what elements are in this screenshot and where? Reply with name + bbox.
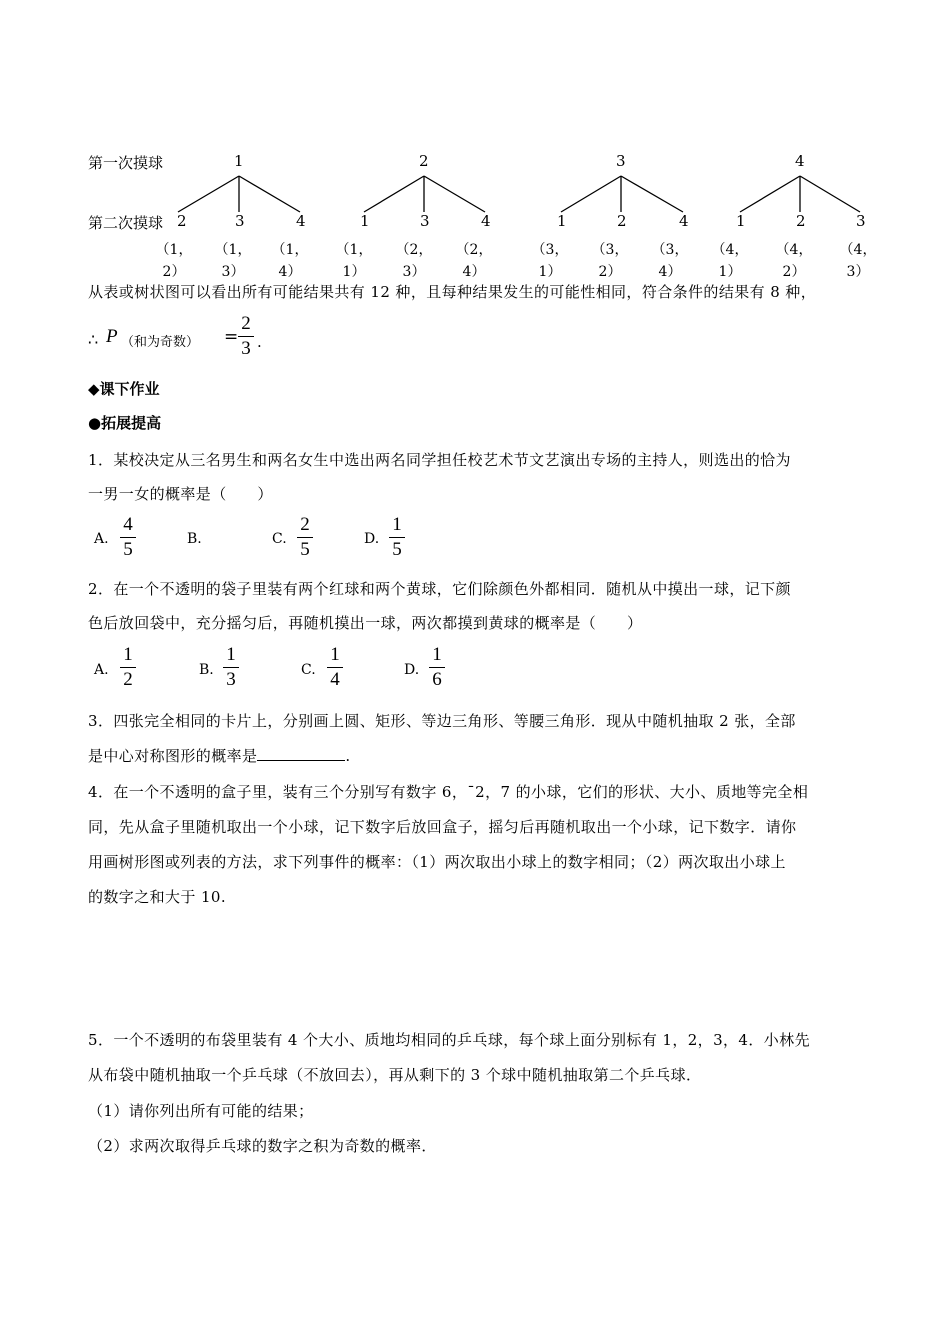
answer-blank[interactable] bbox=[257, 746, 345, 761]
period: . bbox=[257, 333, 262, 351]
q1-line1: 1．某校决定从三名男生和两名女生中选出两名同学担任校艺术节文艺演出专场的主持人，则选出的恰为 bbox=[88, 451, 791, 469]
q2-option-d-label: D. bbox=[404, 662, 420, 678]
q2-option-d-fraction: 1 6 bbox=[429, 644, 445, 691]
tree-child: 4 bbox=[481, 212, 491, 230]
probability-condition: （和为奇数） bbox=[121, 335, 200, 350]
q1-line2: 一男一女的概率是（ ） bbox=[88, 485, 273, 503]
therefore-symbol: ∴ bbox=[88, 330, 99, 349]
homework-heading: ◆课下作业 bbox=[88, 380, 160, 398]
tree-root: 1 bbox=[234, 152, 244, 170]
tree-branch bbox=[424, 176, 485, 212]
tree-branch bbox=[364, 176, 424, 212]
q4-line2: 同，先从盒子里随机取出一个小球，记下数字后放回盒子，摇匀后再随机取出一个小球，记下数字．请你 bbox=[88, 818, 797, 836]
q2-line1: 2．在一个不透明的袋子里装有两个红球和两个黄球，它们除颜色外都相同．随机从中摸出一球，记下颜 bbox=[88, 580, 791, 598]
extension-heading: ●拓展提高 bbox=[88, 414, 162, 432]
q5-sub2: （2）求两次取得乒乓球的数字之积为奇数的概率． bbox=[88, 1137, 437, 1155]
tree-root: 3 bbox=[616, 152, 626, 170]
tree-row1-label: 第一次摸球 bbox=[88, 154, 164, 172]
outcome-pair: （1， 4） bbox=[271, 242, 309, 280]
outcome-pair: （1， 3） bbox=[214, 242, 252, 280]
q2-option-b-label: B. bbox=[199, 662, 214, 678]
q2-option-c-label: C. bbox=[301, 662, 316, 678]
q2-line2: 色后放回袋中，充分摇匀后，再随机摸出一球，两次都摸到黄球的概率是（ ） bbox=[88, 614, 643, 632]
outcome-pair: （3， 2） bbox=[591, 242, 629, 280]
q3-line1: 3．四张完全相同的卡片上，分别画上圆、矩形、等边三角形、等腰三角形．现从中随机抽取 2 张，全部 bbox=[88, 712, 796, 730]
outcome-pair: （1， 1） bbox=[335, 242, 373, 280]
q1-option-d-fraction: 1 5 bbox=[389, 514, 405, 561]
tree-child: 2 bbox=[177, 212, 187, 230]
tree-child: 1 bbox=[557, 212, 567, 230]
q1-option-a-fraction: 4 5 bbox=[120, 514, 136, 561]
outcome-pair: （3， 4） bbox=[651, 242, 689, 280]
tree-child: 3 bbox=[235, 212, 245, 230]
q1-option-a-label: A. bbox=[94, 531, 109, 547]
outcome-pair: （4， 2） bbox=[775, 242, 813, 280]
tree-child: 3 bbox=[856, 212, 866, 230]
conclusion-text: 从表或树状图可以看出所有可能结果共有 12 种，且每种结果发生的可能性相同，符合条件的结果有 8 种， bbox=[88, 283, 817, 301]
tree-root: 2 bbox=[419, 152, 429, 170]
q3-line2: 是中心对称图形的概率是 . bbox=[88, 747, 351, 765]
outcome-pair: （1， 2） bbox=[155, 242, 193, 280]
tree-branch bbox=[740, 176, 800, 212]
tree-row2-label: 第二次摸球 bbox=[88, 214, 164, 232]
tree-child: 1 bbox=[736, 212, 746, 230]
tree-child: 2 bbox=[617, 212, 627, 230]
q5-line1: 5．一个不透明的布袋里装有 4 个大小、质地均相同的乒乓球，每个球上面分别标有 1，2，3，4．小林先 bbox=[88, 1031, 810, 1049]
q2-option-a-fraction: 1 2 bbox=[120, 644, 136, 691]
outcome-pair: （4， 1） bbox=[711, 242, 749, 280]
outcome-pair: （2， 3） bbox=[395, 242, 433, 280]
tree-branch bbox=[178, 176, 239, 212]
q4-line1: 4．在一个不透明的盒子里，装有三个分别写有数字 6，¯2，7 的小球，它们的形状、大小、质地等完全相 bbox=[88, 783, 809, 801]
outcome-pair: （4， 3） bbox=[839, 242, 877, 280]
q4-line4: 的数字之和大于 10. bbox=[88, 888, 227, 906]
outcome-pair: （3， 1） bbox=[531, 242, 569, 280]
q5-line2: 从布袋中随机抽取一个乒乓球（不放回去），再从剩下的 3 个球中随机抽取第二个乒乓球． bbox=[88, 1066, 702, 1084]
tree-branch bbox=[800, 176, 860, 212]
q4-line3: 用画树形图或列表的方法，求下列事件的概率：（1）两次取出小球上的数字相同；（2）两次取出小球上 bbox=[88, 853, 786, 871]
tree-child: 1 bbox=[360, 212, 370, 230]
q1-option-c-fraction: 2 5 bbox=[297, 514, 313, 561]
tree-child: 4 bbox=[296, 212, 306, 230]
q1-option-b-label: B. bbox=[187, 531, 202, 547]
tree-branch bbox=[561, 176, 621, 212]
outcome-pair: （2， 4） bbox=[455, 242, 493, 280]
q1-option-d-label: D. bbox=[364, 531, 380, 547]
q2-option-b-fraction: 1 3 bbox=[223, 644, 239, 691]
answer-fraction: 2 3 bbox=[238, 313, 254, 360]
tree-root: 4 bbox=[795, 152, 805, 170]
equals-sign: = bbox=[224, 327, 239, 347]
q2-option-c-fraction: 1 4 bbox=[327, 644, 343, 691]
tree-child: 3 bbox=[420, 212, 430, 230]
probability-symbol: P bbox=[106, 326, 118, 347]
tree-branch bbox=[621, 176, 683, 212]
tree-branch bbox=[239, 176, 300, 212]
q1-option-c-label: C. bbox=[272, 531, 287, 547]
tree-child: 2 bbox=[796, 212, 806, 230]
tree-child: 4 bbox=[679, 212, 689, 230]
q5-sub1: （1）请你列出所有可能的结果； bbox=[88, 1102, 314, 1120]
q2-option-a-label: A. bbox=[94, 662, 109, 678]
